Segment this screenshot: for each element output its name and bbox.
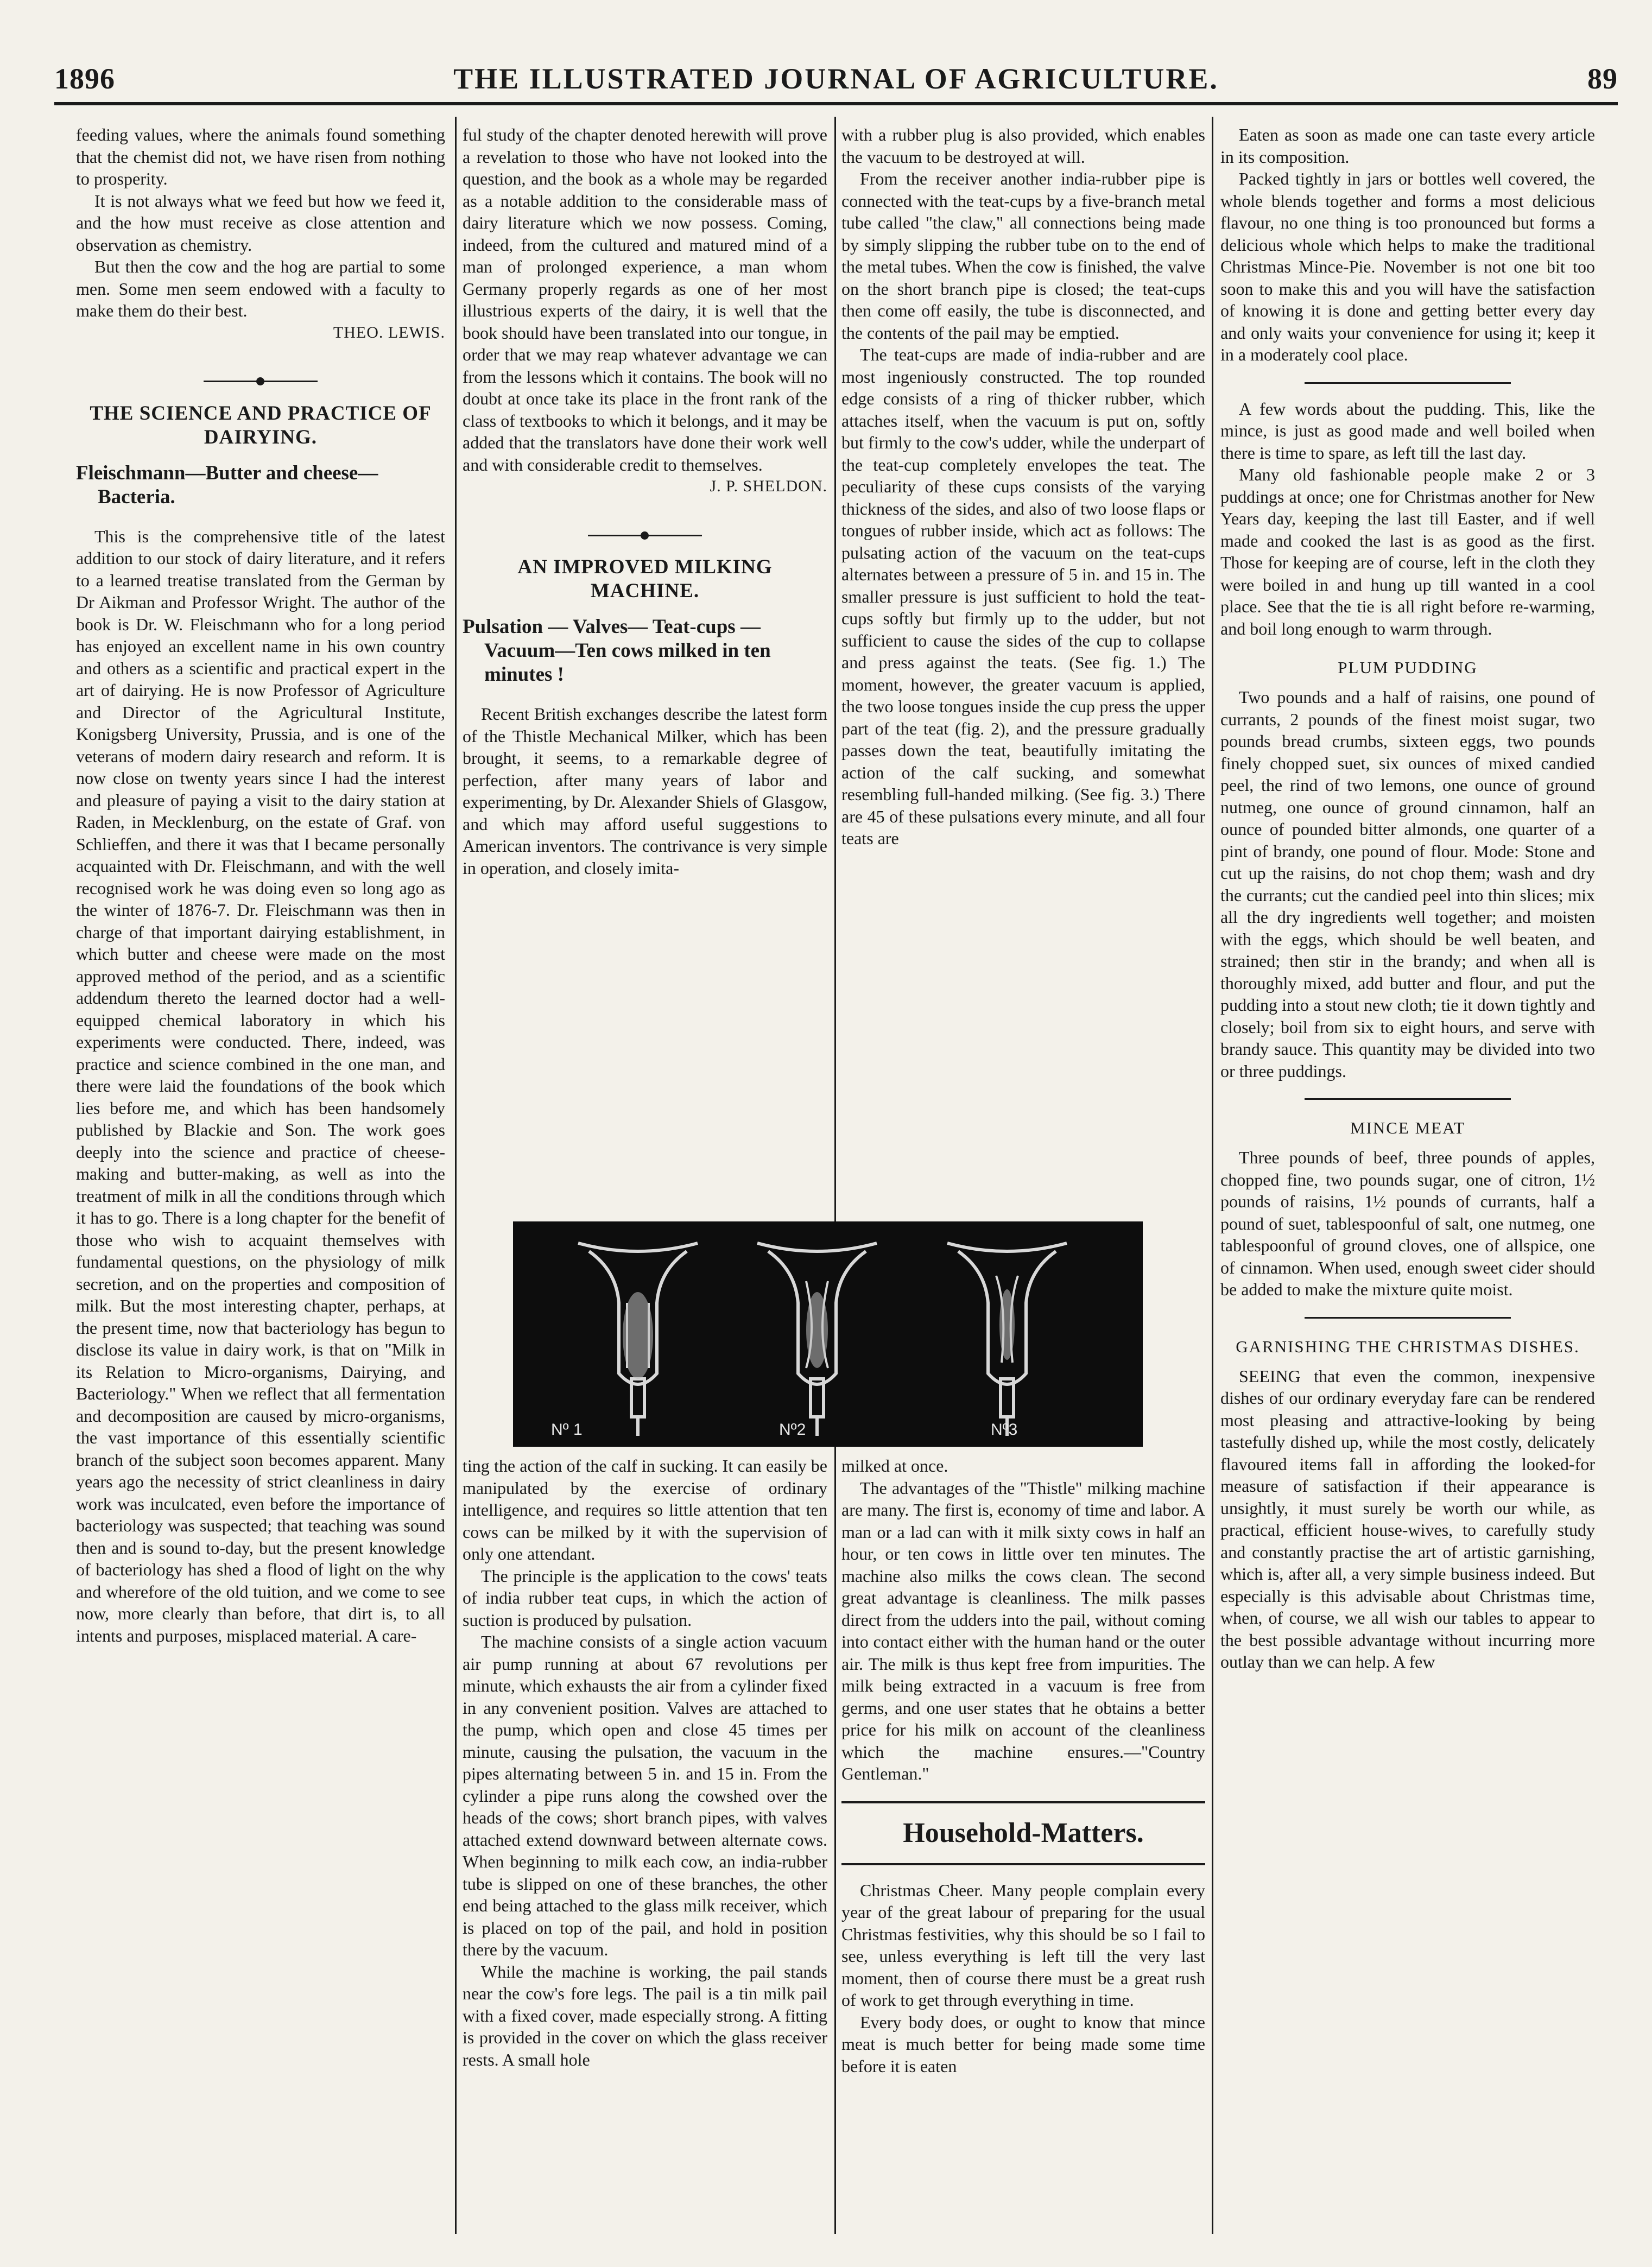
garnishing-heading: GARNISHING THE CHRISTMAS DISHES. [1236, 1337, 1580, 1356]
pudding-paragraph: Many old fashionable people make 2 or 3 puddings at once; one for Christmas another for New Years day, keeping the last till Easter, and if well made and cooked the last is as good as the first. Those for keeping are of course, left in the cloth they were boiled in and hung up till wanted in a cool place. See that the tie is all right before re-warming, and boil long enough to warm through. [1220, 465, 1595, 638]
intro-paragraph: It is not always what we feed but how we feed it, and the how must receive as close attention and observation as chemistry. [76, 191, 445, 255]
milking-paragraph: While the machine is working, the pail stands near the cow's fore legs. The pail is a tin milk pail with a fixed cover, made especially strong. A fitting is provided in the cover on which the glass receiver rests. A small hole [463, 1961, 827, 2069]
garnishing-paragraph: SEEING that even the common, inexpensive dishes of our ordinary everyday fare can be rendered most pleasing and attractive-looking by being tastefully dished up, while the most costly, delicately flavoured items fall in affording the looked-for measure of satisfaction if their appearance is unsightly, it must surely be worth our while, as practical, efficient house-wives, to carefully study and constantly practise the art of artistic garnishing, which is, after all, a very simple business indeed. But especially is this advisable about Christmas time, when, of course, we all wish our tables to appear to the best possible advantage without incurring more outlay than we can help. A few [1220, 1366, 1595, 1671]
page-number: 89 [1587, 62, 1618, 95]
milking-paragraph: ting the action of the calf in sucking. It can easily be manipulated by the exercise of ordinary intelligence, and requires so little attention that ten cows can be milked by it with the supervision of only one attendant. [463, 1456, 827, 1563]
milking-paragraph: The principle is the application to the cows' teats of india rubber teat cups, in which the action of suction is produced by pulsation. [463, 1566, 827, 1630]
separator [463, 520, 827, 542]
column-2-upper [463, 124, 827, 1215]
figure-label-2: Nº2 [779, 1421, 806, 1439]
milking-paragraph: The advantages of the "Thistle" milking machine are many. The first is, economy of time and labor. A man or a lad can with it milk sixty cows in half an hour, or ten cows in little over ten minutes. The machine also milks the cows clean. The second great advantage is cleanliness. The milk passes direct from the udders into the pail, without coming into contact either with the human hand or the outer air. The milk is thus kept free from impurities. The milk being extracted in a vacuum is free from germs, and one user states that he obtains a better price for his milk on account of the cleanliness which the machine ensures.—"Country Gentleman." [841, 1478, 1205, 1783]
dairy-continued: ful study of the chapter denoted herewith will prove a revelation to those who have not looked into the question, and the book as a whole may be regarded as a notable addition to the considerable mass of dairy literature which we now possess. Coming, indeed, from the cultured and matured mind of a man of prolonged experience, a man whom Germany properly regards as one of her most illustrious experts of the dairy, it is well that the book should have been translated into our tongue, in order that we may reap whatever advantage we can from the lessons which it contains. The book will no doubt at once take its place in the front rank of the class of textbooks to which it belongs, and it may be added that the translators have done their work well and with considerable credit to themselves. [463, 125, 827, 474]
household-paragraph: Every body does, or ought to know that mince meat is much better for being made some time before it is eaten [841, 2012, 1205, 2076]
milking-subtitle: Pulsation — Valves— Teat-cups —Vacuum—Ten cows milked in ten minutes ! [463, 616, 771, 686]
column-4 [1220, 124, 1595, 2252]
milking-paragraph: The teat-cups are made of india-rubber and are most ingeniously constructed. The top rounded edge consists of a ring of thicker rubber, which attaches itself, when the vacuum is put on, softly but firmly to the cow's udder, while the underpart of the teat-cup completely envelopes the teat. The peculiarity of these cups consists of the varying thickness of the sides, and also of two loose flaps or tongues of rubber inside, which act as follows: The pulsating action of the vacuum on the teat-cups alternates between a pressure of 5 in. and 15 in. The smaller pressure is just sufficient to hold the teat-cups softly but firmly up to the udder, but not sufficient to cause the sides of the cup to collapse and press against the teats. (See fig. 1.) The moment, however, the greater vacuum is applied, the two loose tongues inside the cup press the upper part of the teat (fig. 2), and the pressure gradually passes down the teat, beautifully imitating the action of the calf sucking, and somewhat resembling full-handed milking. (See fig. 3.) There are 45 of these pulsations every minute, and all four teats are [841, 345, 1205, 848]
column-3-lower [841, 1455, 1205, 2250]
section-rule [1305, 382, 1511, 384]
mince-note-paragraph: Eaten as soon as made one can taste every article in its composition. [1220, 125, 1595, 167]
column-2-lower [463, 1455, 827, 2250]
column-rule-1 [455, 117, 457, 2234]
separator [76, 365, 445, 388]
intro-paragraph: But then the cow and the hog are partial to some men. Some men seem endowed with a faculty to make them do their best. [76, 257, 445, 320]
mince-meat-recipe: Three pounds of beef, three pounds of apples, chopped fine, two pounds sugar, one of citron, 1½ pounds of raisins, 1½ pounds of currants, half a pound of suet, tablespoonful of salt, one nutmeg, one tablespoonful of ground cloves, one of allspice, one of cinnamon. When used, enough sweet cider should be added to make the mixture quite moist. [1220, 1148, 1595, 1299]
milking-headline: AN IMPROVED MILKING MACHINE. [517, 556, 773, 602]
figure-label-1: Nº 1 [551, 1421, 583, 1439]
mince-note-paragraph: Packed tightly in jars or bottles well covered, the whole blends together and forms a most delicious flavour, no one thing is too pronounced but forms a delicious whole which helps to make the traditional Christmas Mince-Pie. November is not one bit too soon to make this and you will have the satisfaction of knowing it is done and getting better every day and only waits your convenience for using it; keep it in a moderately cool place. [1220, 169, 1595, 364]
intro-signature: THEO. LEWIS. [333, 323, 445, 341]
section-rule [1305, 1317, 1511, 1319]
milking-paragraph: with a rubber plug is also provided, which enables the vacuum to be destroyed at will. [841, 125, 1205, 167]
intro-paragraph: feeding values, where the animals found something that the chemist did not, we have risen from nothing to prosperity. [76, 125, 445, 188]
column-1 [76, 124, 445, 2252]
column-3-upper [841, 124, 1205, 1215]
teat-cup-figure [513, 1221, 1143, 1447]
page-header [54, 60, 1618, 103]
dairy-headline: THE SCIENCE AND PRACTICE OF DAIRYING. [90, 402, 432, 448]
milking-paragraph: Recent British exchanges describe the latest form of the Thistle Mechanical Milker, which has been brought, it seems, to a remarkable degree of perfection, after many years of labor and experimenting, by Dr. Alexander Shiels of Glasgow, and which may afford useful suggestions to American inventors. The contrivance is very simple in operation, and closely imita- [463, 704, 827, 878]
household-matters-title: Household-Matters. [841, 1801, 1205, 1865]
dairy-subtitle: Fleischmann—Butter and cheese—Bacteria. [76, 461, 378, 508]
plum-pudding-recipe: Two pounds and a half of raisins, one pound of currants, 2 pounds of the finest moist sugar, two pounds bread crumbs, sixteen eggs, two pounds finely chopped suet, six ounces of mixed candied peel, the rind of two lemons, one ounce of ground nutmeg, one ounce of ground cinnamon, half an ounce of pounded bitter almonds, one quarter of a pint of brandy, one pound of flour. Mode: Stone and cut up the raisins, do not chop them; wash and dry the currants; cut the candied peel into thin slices; mix all the dry ingredients well together; and moisten with the eggs, which should be well beaten, and strained; then stir in the brandy; and when all is thoroughly mixed, add butter and flour, and put the pudding into a stout new cloth; tie it down tightly and closely; boil from six to eight hours, and serve with brandy sauce. This quantity may be divided into two or three puddings. [1220, 687, 1595, 1081]
column-rule-2 [834, 117, 836, 2234]
dairy-signature: J. P. SHELDON. [710, 477, 827, 495]
dairy-paragraph: This is the comprehensive title of the latest addition to our stock of dairy literature, and it refers to a learned treatise translated from the German by Dr Aikman and Professor Wright. The author of the book is Dr. W. Fleischmann who for a long period has enjoyed an excellent name in his own country and others as a scientific and practical expert in the art of dairying. He is now Professor of Agriculture and Director of the Agricultural Institute, Konigsberg University, Prussia, and is one of the veterans of modern dairy research and reform. It is now close on twenty years since I had the interest and pleasure of paying a visit to the dairy station at Raden, in Mecklenburg, on the estate of Graf. von Schlieffen, and there it was that I became personally acquainted with Dr. Fleischmann, and with the well recognised work he was doing even so long ago as the winter of 1876-7. Dr. Fleischmann was then in charge of that important dairying establishment, in which butter and cheese were made on the most approved method of the period, and as a scientific addendum thereto the learned doctor had a well-equipped chemical laboratory in which his experiments were conducted. There, indeed, was practice and science combined in the one man, and there were laid the foundations of the book which lies before me, and which has been handsomely published by Blackie and Son. The work goes deeply into the science and practice of cheese-making and butter-making, as well as into the treatment of milk in all the conditions through which it has to go. There is a long chapter for the benefit of those who wish to acquaint themselves with fundamental questions, on the physiology of milk secretion, and on the properties and composition of milk. But the most interesting chapter, perhaps, at the present time, now that bacteriology has begun to disclose its value in dairy work, is that on "Milk in its Relation to Micro-organisms, Dairying, and Bacteriology." When we reflect that all fermentation and decomposition are caused by micro-organisms, the vast importance of this essentially scientific branch of the subject soon becomes apparent. Many years ago the necessity of strict cleanliness in dairy work was inculcated, even before the importance of bacteriology was suspected; that teaching was sound then and is sound to-day, but the present knowledge of bacteriology has shed a flood of light on the why and wherefore of the old tuition, and we come to see now, more clearly than before, that dirt is, to all intents and purposes, misplaced material. A care- [76, 526, 445, 1645]
column-rule-3 [1212, 117, 1213, 2234]
milking-paragraph: milked at once. [841, 1456, 948, 1476]
figure-label-3: Nº3 [991, 1421, 1018, 1439]
plum-pudding-heading: PLUM PUDDING [1338, 658, 1478, 677]
journal-title: THE ILLUSTRATED JOURNAL OF AGRICULTURE. [453, 62, 1219, 95]
header-year: 1896 [54, 62, 115, 95]
header-rule [54, 102, 1618, 105]
section-rule [1305, 1098, 1511, 1100]
teat-cup-illustration [513, 1221, 1143, 1447]
mince-meat-heading: MINCE MEAT [1350, 1118, 1466, 1137]
milking-paragraph: From the receiver another india-rubber pipe is connected with the teat-cups by a five-branch metal tube called "the claw," all connections being made by simply slipping the rubber tube on to the end of the metal tubes. When the cow is finished, the valve on the short branch pipe is closed; the teat-cups then come off easily, the tube is disconnected, and the contents of the pail may be emptied. [841, 169, 1205, 343]
household-paragraph: Christmas Cheer. Many people complain every year of the great labour of preparing for the usual Christmas festivities, why this should be so I fail to see, unless everything is left till the very last moment, then of course there must be a great rush of work to get through everything in time. [841, 1880, 1205, 2010]
pudding-paragraph: A few words about the pudding. This, like the mince, is just as good made and well boiled when there is time to spare, as left till the last day. [1220, 398, 1595, 463]
milking-paragraph: The machine consists of a single action vacuum air pump running at about 67 revolutions per minute, which exhausts the air from a cylinder fixed in any convenient position. Valves are attached to the pump, which open and close 45 times per minute, causing the pulsation, the vacuum in the pipes alternating between 5 in. and 15 in. From the cylinder a pipe runs along the cowshed over the heads of the cows; short branch pipes, with valves attached extend downward between alternate cows. When beginning to milk each cow, an india-rubber tube is slipped on one of these branches, the other end being attached to the glass milk receiver, which is placed on top of the pail, and hold in position there by the vacuum. [463, 1632, 827, 1959]
